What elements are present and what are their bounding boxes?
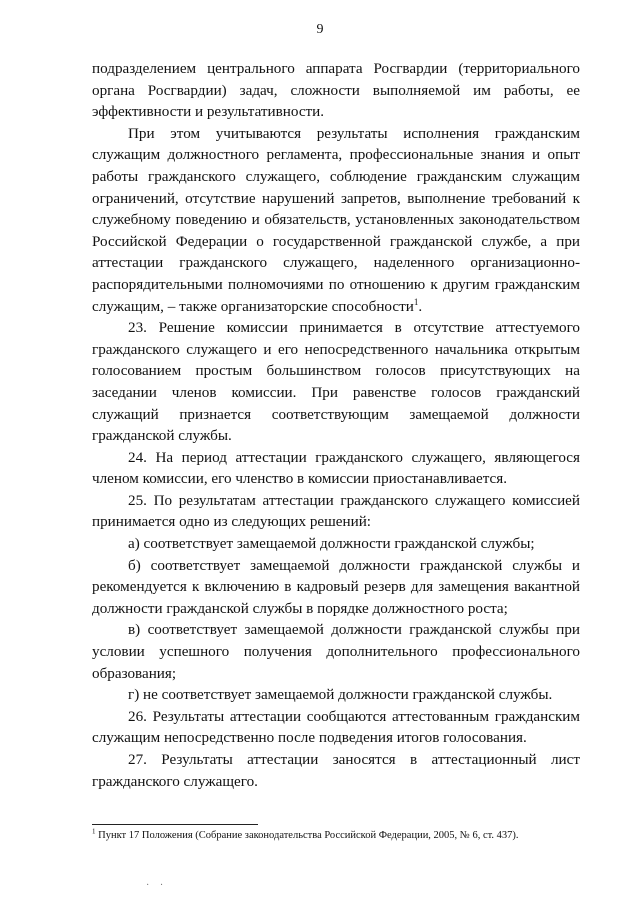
footnote-text: Пункт 17 Положения (Собрание законодательства Российской Федерации, 2005, № 6, ст. 437). bbox=[98, 830, 519, 841]
paragraph-evaluation-criteria bbox=[92, 123, 580, 317]
paragraph-item-24: 24. На период аттестации гражданского служащего, являющегося членом комиссии, его членство в комиссии приостанавливается. bbox=[92, 448, 580, 488]
paragraph-item-27: 27. Результаты аттестации заносятся в аттестационный лист гражданского служащего. bbox=[92, 751, 580, 790]
paragraph-continuation: подразделением центрального аппарата Росгвардии (территориального органа Росгвардии) задач, сложности выполняемой им работы, ее эффективности и результативности. bbox=[92, 60, 580, 121]
paragraph-tail: . bbox=[418, 297, 423, 315]
footnote bbox=[92, 829, 592, 843]
footnote-reference: 1 bbox=[413, 296, 419, 307]
footnote-marker: 1 bbox=[92, 827, 96, 836]
paragraph-item-25: 25. По результатам аттестации гражданского служащего комиссией принимается одно из следующих решений: bbox=[92, 491, 580, 531]
page-number: 9 bbox=[316, 22, 324, 37]
paragraph-item-26: 26. Результаты аттестации сообщаются аттестованным гражданским служащим непосредственно после подведения итогов голосования. bbox=[92, 707, 580, 747]
footnote-separator bbox=[92, 824, 258, 825]
decision-option-b: б) соответствует замещаемой должности гражданской службы и рекомендуется к включению в кадровый резерв для замещения вакантной должности гражданской службы в порядке должностного роста; bbox=[92, 556, 580, 617]
decision-option-d: г) не соответствует замещаемой должности гражданской службы. bbox=[128, 686, 553, 704]
body-text bbox=[92, 58, 580, 792]
paragraph-text: При этом учитываются результаты исполнения гражданским служащим должностного регламента, профессиональные знания и опыт работы гражданского служащего, соблюдение гражданским служащим ограничений, отсутствие нарушений запретов, выполнение требований к служебному поведению и обязательств, установленных законодательством Российской Федерации о государственной гражданской службе, а при аттестации гражданского служащего, наделенного организационно-распорядительными полномочиями по отношению к другим гражданским служащим, – также организаторские способности bbox=[92, 124, 580, 315]
decision-option-a: а) соответствует замещаемой должности гражданской службы; bbox=[128, 535, 535, 553]
scan-specks: · · bbox=[146, 880, 168, 891]
decision-option-c: в) соответствует замещаемой должности гражданской службы при условии успешного получения дополнительного профессионального образования; bbox=[92, 621, 580, 682]
paragraph-item-23: 23. Решение комиссии принимается в отсутствие аттестуемого гражданского служащего и его непосредственного начальника открытым голосованием простым большинством голосов присутствующих на заседании членов комиссии. При равенстве голосов гражданский служащий признается соответствующим замещаемой должности гражданской службы. bbox=[92, 319, 580, 445]
